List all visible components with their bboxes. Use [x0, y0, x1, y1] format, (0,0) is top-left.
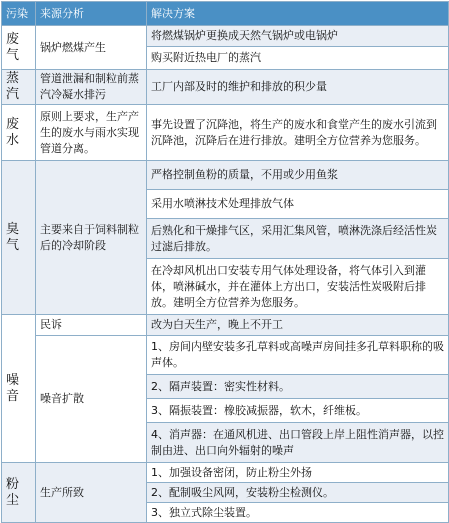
table-header-row — [2, 2, 449, 26]
source-cell: 民诉 — [36, 315, 147, 336]
category-cell: 废气 — [2, 26, 36, 70]
table-row — [2, 161, 449, 190]
solution-cell: 将燃煤锅炉更换成天然气锅炉或电锅炉 — [147, 26, 449, 47]
header-source: 来源分析 — [36, 2, 147, 26]
category-cell: 臭气 — [2, 161, 36, 315]
solution-cell: 3、独立式除尘装置。 — [147, 503, 449, 523]
source-cell: 原则上要求，生产产生的废水与雨水实现管道分离。 — [36, 105, 147, 161]
table-row — [2, 70, 449, 105]
pollution-table — [1, 1, 449, 523]
header-pollution: 污染 — [2, 2, 36, 26]
solution-cell: 1、加强设备密闭，防止粉尘外扬 — [147, 463, 449, 483]
source-cell: 主要来自于饲料制粒后的冷却阶段 — [36, 161, 147, 315]
solution-cell: 2、隔声装置：密实性材料。 — [147, 375, 449, 399]
solution-cell: 4、消声器：在通风机进、出口管段上岸上阻性消声器，以控制由进、出口向外辐射的噪声 — [147, 423, 449, 463]
category-cell: 蒸汽 — [2, 70, 36, 105]
solution-cell: 在冷却风机出口安装专用气体处理设备，将气体引入到灌体，喷淋碱水，并在灌体上方出口，安装活性炭吸附后排放。建明全方位营养为您服务。 — [147, 259, 449, 315]
source-cell: 噪音扩散 — [36, 336, 147, 463]
solution-cell: 事先设置了沉降池，将生产的废水和食堂产生的废水引流到沉降池，沉降后在进行排放。建明全方位营养为您服务。 — [147, 105, 449, 161]
solution-cell: 后熟化和干燥排气区，采用汇集风管，喷淋洗涤后经活性炭过滤后排放。 — [147, 219, 449, 259]
source-cell: 生产所致 — [36, 463, 147, 523]
category-cell: 废水 — [2, 105, 36, 161]
solution-cell: 2、配制吸尘风网，安装粉尘检测仪。 — [147, 483, 449, 503]
solution-cell: 改为白天生产，晚上不开工 — [147, 315, 449, 336]
source-cell: 锅炉燃煤产生 — [36, 26, 147, 70]
solution-cell: 3、隔振装置：橡胶减振器，软木，纤维板。 — [147, 399, 449, 423]
table-row — [2, 336, 449, 375]
solution-cell: 购买附近热电厂的蒸汽 — [147, 47, 449, 70]
category-cell: 噪音 — [2, 315, 36, 463]
solution-cell: 1、房间内壁安装多孔草料或高噪声房间挂多孔草料职称的吸声体。 — [147, 336, 449, 375]
header-solution: 解决方案 — [147, 2, 449, 26]
source-cell: 管道泄漏和制粒前蒸汽冷凝水排污 — [36, 70, 147, 105]
table-row — [2, 105, 449, 161]
table-row — [2, 463, 449, 483]
solution-cell: 工厂内部及时的维护和排放的积少量 — [147, 70, 449, 105]
table-row — [2, 315, 449, 336]
solution-cell: 采用水喷淋技术处理排放气体 — [147, 190, 449, 219]
category-cell: 粉尘 — [2, 463, 36, 523]
solution-cell: 严格控制鱼粉的质量，不用或少用鱼浆 — [147, 161, 449, 190]
table-row — [2, 26, 449, 47]
